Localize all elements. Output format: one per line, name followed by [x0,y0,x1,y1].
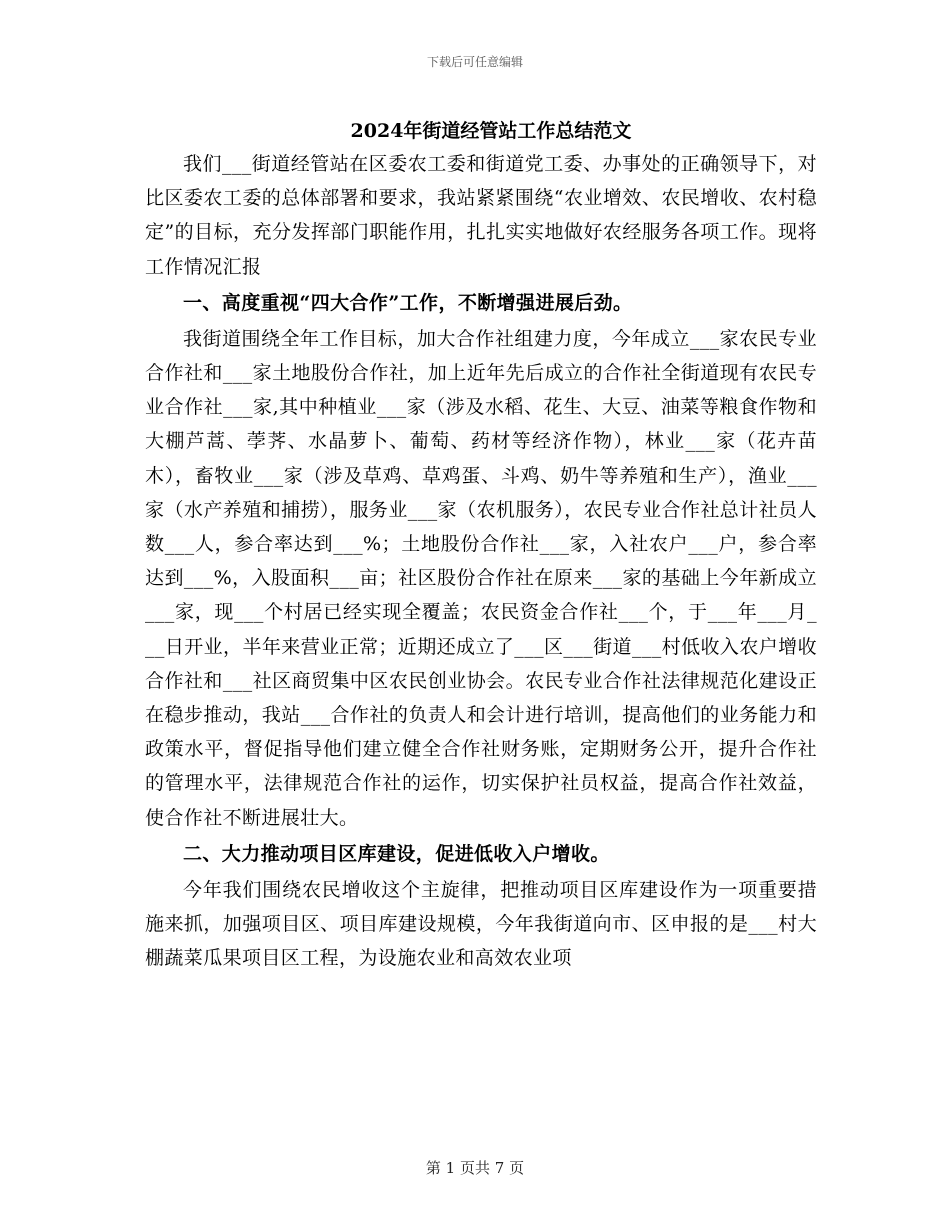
page-footer: 第 1 页共 7 页 [425,1159,525,1177]
section-2-heading: 二、大力推动项目区库建设，促进低收入户增收。 [183,842,610,865]
document-title: 2024年街道经管站工作总结范文 [350,120,632,142]
section-2-paragraph: 今年我们围绕农民增收这个主旋律，把推动项目区库建设作为一项重要措施来抓，加强项目区、项目库建设规模，今年我街道向市、区申报的是___村大棚蔬菜瓜果项目区工程，为设施农业和高效农业项 [145,878,817,970]
section-1-paragraph: 我街道围绕全年工作目标，加大合作社组建力度，今年成立___家农民专业合作社和___家土地股份合作社，加上近年先后成立的合作社全街道现有农民专业合作社___家,其中种植业___家（涉及水稻、花生、大豆、油菜等粮食作物和大棚芦蒿、荸荠、水晶萝卜、葡萄、药材等经济作物），林业___家（花卉苗木），畜牧业___家（涉及草鸡、草鸡蛋、斗鸡、奶牛等养殖和生产），渔业___家（水产养殖和捕捞），服务业___家（农机服务），农民专业合作社总计社员人数___人，参合率达到___%；土地股份合作社___家，入社农户___户，参合率达到___%，入股面积___亩；社区股份合作社在原来___家的基础上今年新成立___家，现___个村居已经实现全覆盖；农民资金合作社___个，于___年___月___日开业，半年来营业正常；近期还成立了___区___街道___村低收入农户增收合作社和___社区商贸集中区农民创业协会。农民专业合作社法律规范化建设正在稳步推动，我站___合作社的负责人和会计进行培训，提高他们的业务能力和政策水平，督促指导他们建立健全合作社财务账，定期财务公开，提升合作社的管理水平，法律规范合作社的运作，切实保护社员权益，提高合作社效益，使合作社不断进展壮大。 [145,327,817,829]
section-1-heading: 一、高度重视“四大合作”工作，不断增强进展后劲。 [183,291,633,314]
intro-paragraph: 我们___街道经管站在区委农工委和街道党工委、办事处的正确领导下，对比区委农工委的总体部署和要求，我站紧紧围绕“农业增效、农民增收、农村稳定”的目标，充分发挥部门职能作用，扎扎实实地做好农经服务各项工作。现将工作情况汇报 [145,153,817,278]
document-body [145,115,817,975]
page-header: 下载后可任意编辑 [426,55,523,69]
